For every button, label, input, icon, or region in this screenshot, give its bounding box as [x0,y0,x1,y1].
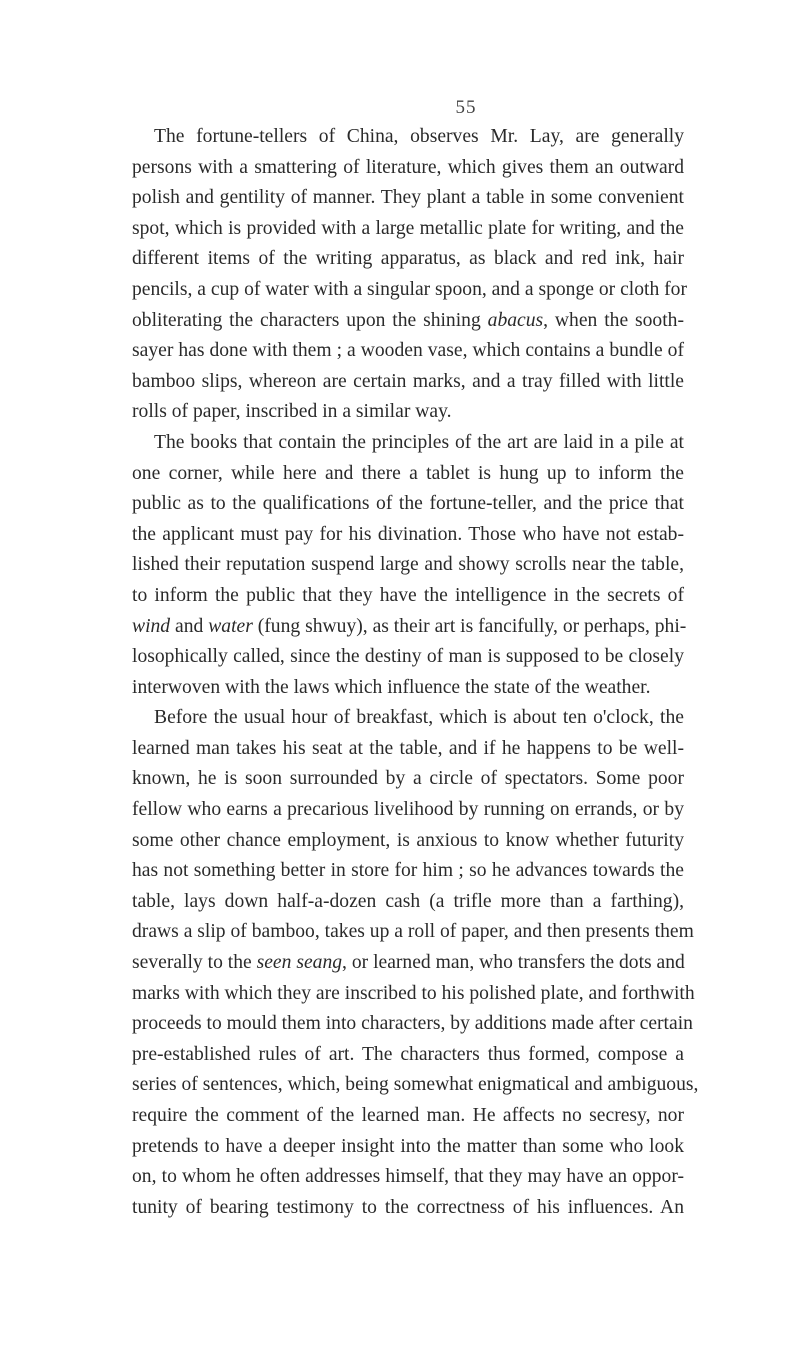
page-number: 55 [455,97,477,118]
text-segment: persons with a smattering of literature, which gives them an outward [132,156,684,178]
text-line [132,183,684,214]
text-line [132,948,684,979]
italic-text: water [208,615,253,637]
text-segment: some other chance employment, is anxious to know whether futurity [132,829,684,851]
text-segment: the applicant must pay for his divination. Those who have not estab- [132,523,684,545]
text-line [132,336,684,367]
text-segment: The fortune-tellers of China, observes Mr. Lay, are generally [154,126,684,147]
text-line [132,489,684,520]
text-line [132,703,684,734]
text-segment: lished their reputation suspend large and showy scrolls near the table, [132,554,684,576]
text-segment: pre-established rules of art. The characters thus formed, compose a [132,1043,684,1065]
text-segment: Before the usual hour of breakfast, which is about ten o'clock, the [154,707,684,729]
text-line [132,856,684,887]
text-segment: interwoven with the laws which influence the state of the weather. [132,676,651,698]
text-line [132,673,684,704]
text-line [132,367,684,398]
text-line [132,459,684,490]
text-segment: rolls of paper, inscribed in a similar way. [132,401,452,423]
text-segment: pretends to have a deeper insight into the matter than some who look [132,1135,684,1157]
text-segment: and [170,615,209,637]
text-line [132,550,684,581]
text-segment: fellow who earns a precarious livelihood by running on errands, or by [132,799,684,821]
text-segment: losophically called, since the destiny of man is supposed to be closely [132,646,684,668]
text-line [132,1162,684,1193]
text-line [132,917,694,948]
text-segment: draws a slip of bamboo, takes up a roll of paper, and then presents them [132,921,694,943]
text-segment: tunity of bearing testimony to the correctness of his influences. An [132,1196,684,1218]
text-line [132,1132,684,1163]
text-segment: bamboo slips, whereon are certain marks, and a tray filled with little [132,370,684,392]
text-line [132,1070,699,1101]
text-line [132,581,684,612]
text-segment: on, to whom he often addresses himself, that they may have an oppor- [132,1166,684,1188]
text-line [132,1009,693,1040]
text-line [132,122,684,153]
text-segment: , when the sooth- [543,309,684,331]
text-segment: require the comment of the learned man. He affects no secresy, nor [132,1105,684,1126]
text-line [132,428,684,459]
text-line [132,244,684,275]
text-line [132,764,684,795]
text-line [132,275,688,306]
text-line [132,520,684,551]
text-segment: sayer has done with them ; a wooden vase, which contains a bundle of [132,340,684,362]
text-segment: , or learned man, who transfers the dots and [342,952,685,974]
text-line [132,887,684,918]
text-line [132,306,684,337]
text-segment: spot, which is provided with a large metallic plate for writing, and the [132,217,684,239]
text-line [132,1101,684,1132]
text-line [132,153,684,184]
text-line [132,397,684,428]
italic-text: wind [132,615,171,637]
text-line [132,214,684,245]
text-line [132,1193,684,1224]
text-line [132,612,687,643]
text-segment: (fung shwuy), as their art is fancifully, or perhaps, phi- [252,615,687,637]
text-segment: different items of the writing apparatus, as black and red ink, hair [132,248,684,270]
text-segment: known, he is soon surrounded by a circle of spectators. Some poor [132,768,684,790]
text-line [132,826,684,857]
text-segment: public as to the qualifications of the fortune-teller, and the price that [132,493,684,515]
text-segment: proceeds to mould them into characters, by additions made after certain [132,1013,693,1035]
text-segment: severally to the [132,952,257,974]
italic-text: seen seang [256,952,343,974]
text-segment: has not something better in store for him ; so he advances towards the [132,860,684,882]
text-segment: pencils, a cup of water with a singular spoon, and a sponge or cloth for [132,278,688,300]
text-segment: obliterating the characters upon the shining [132,309,488,331]
text-line [132,642,684,673]
text-segment: table, lays down half-a-dozen cash (a trifle more than a farthing), [132,890,684,912]
text-segment: one corner, while here and there a tablet is hung up to inform the [132,462,684,484]
text-line [132,979,695,1010]
text-line [132,1040,684,1071]
text-segment: marks with which they are inscribed to his polished plate, and forthwith [132,982,695,1004]
text-line [132,734,684,765]
text-line [132,795,684,826]
body-text [132,122,699,1223]
text-segment: The books that contain the principles of the art are laid in a pile at [154,431,684,453]
text-segment: learned man takes his seat at the table, and if he happens to be well- [132,737,684,759]
text-segment: polish and gentility of manner. They plant a table in some convenient [132,187,684,209]
text-segment: to inform the public that they have the intelligence in the secrets of [132,584,684,606]
italic-text: abacus [487,309,544,331]
text-segment: series of sentences, which, being somewhat enigmatical and ambiguous, [132,1074,699,1096]
